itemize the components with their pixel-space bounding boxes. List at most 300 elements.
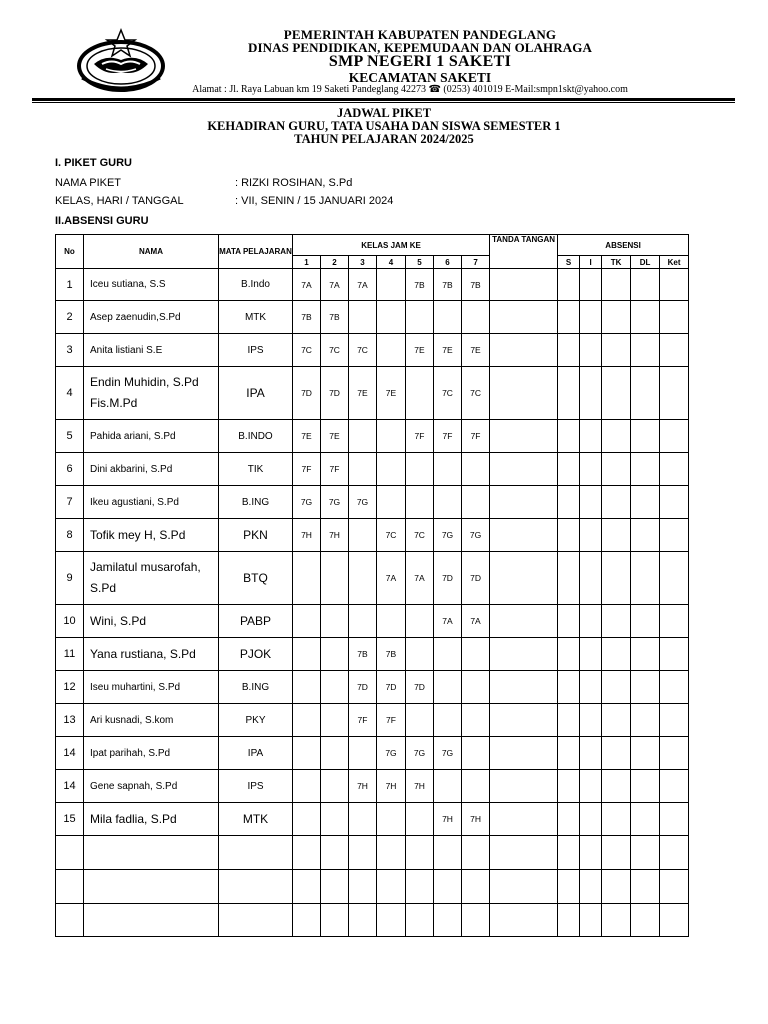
class-slot — [434, 770, 462, 803]
class-slot — [349, 870, 377, 904]
class-slot: 7B — [349, 638, 377, 671]
class-slot — [406, 704, 434, 737]
class-slot — [462, 704, 490, 737]
absensi-i — [580, 367, 602, 420]
signature-cell — [490, 334, 558, 367]
class-slot — [434, 836, 462, 870]
letterhead-government: PEMERINTAH KABUPATEN PANDEGLANG — [283, 27, 557, 42]
class-slot: 7E — [462, 334, 490, 367]
table-row — [56, 301, 689, 334]
class-slot — [293, 770, 321, 803]
absensi-dl — [631, 334, 660, 367]
absensi-s — [558, 770, 580, 803]
row-no: 7 — [56, 486, 84, 519]
subject: B.Indo — [219, 269, 293, 301]
class-slot — [349, 904, 377, 937]
row-no — [56, 904, 84, 937]
header-jam: 5 — [406, 256, 434, 269]
table-row — [56, 269, 689, 301]
absensi-ket — [660, 334, 689, 367]
absensi-tk — [602, 334, 631, 367]
row-no: 14 — [56, 737, 84, 770]
class-slot: 7B — [377, 638, 406, 671]
absensi-s — [558, 704, 580, 737]
absensi-s — [558, 904, 580, 937]
signature-cell — [490, 704, 558, 737]
absensi-i — [580, 486, 602, 519]
absensi-tk — [602, 904, 631, 937]
signature-cell — [490, 367, 558, 420]
class-slot: 7A — [406, 552, 434, 605]
class-slot: 7C — [406, 519, 434, 552]
nama-piket-value: : RIZKI ROSIHAN, S.Pd — [235, 177, 353, 189]
class-slot — [406, 904, 434, 937]
class-slot — [293, 803, 321, 836]
class-slot: 7E — [349, 367, 377, 420]
class-slot — [406, 453, 434, 486]
class-slot — [406, 836, 434, 870]
absensi-dl — [631, 803, 660, 836]
absensi-dl — [631, 420, 660, 453]
teacher-name: Asep zaenudin,S.Pd — [84, 301, 219, 334]
class-slot: 7C — [434, 367, 462, 420]
absensi-s — [558, 420, 580, 453]
class-slot — [406, 301, 434, 334]
absensi-dl — [631, 870, 660, 904]
absensi-dl — [631, 552, 660, 605]
signature-cell — [490, 269, 558, 301]
absensi-ket — [660, 605, 689, 638]
class-slot — [321, 671, 349, 704]
absensi-tk — [602, 367, 631, 420]
letterhead-divider-thin — [32, 102, 735, 103]
signature-cell — [490, 453, 558, 486]
class-slot: 7B — [434, 269, 462, 301]
absensi-ket — [660, 420, 689, 453]
class-slot: 7A — [349, 269, 377, 301]
class-slot — [321, 605, 349, 638]
absensi-i — [580, 519, 602, 552]
class-slot — [293, 704, 321, 737]
table-row — [56, 638, 689, 671]
class-slot: 7D — [462, 552, 490, 605]
absensi-ket — [660, 519, 689, 552]
signature-cell — [490, 420, 558, 453]
absensi-i — [580, 671, 602, 704]
absensi-s — [558, 453, 580, 486]
subject: MTK — [219, 803, 293, 836]
class-slot — [462, 737, 490, 770]
class-slot — [462, 453, 490, 486]
header-mata-pelajaran: MATA PELAJARAN — [219, 235, 293, 269]
class-slot — [321, 870, 349, 904]
class-slot — [377, 334, 406, 367]
absensi-s — [558, 605, 580, 638]
class-slot — [434, 870, 462, 904]
teacher-name: Wini, S.Pd — [84, 605, 219, 638]
absensi-tk — [602, 519, 631, 552]
class-slot — [349, 301, 377, 334]
absensi-dl — [631, 605, 660, 638]
row-no: 1 — [56, 269, 84, 301]
absensi-dl — [631, 367, 660, 420]
class-slot: 7C — [349, 334, 377, 367]
subject: BTQ — [219, 552, 293, 605]
absensi-i — [580, 904, 602, 937]
subject: IPA — [219, 737, 293, 770]
signature-cell — [490, 737, 558, 770]
absensi-i — [580, 803, 602, 836]
table-row — [56, 605, 689, 638]
subject: IPS — [219, 770, 293, 803]
class-slot — [462, 870, 490, 904]
absensi-tk — [602, 870, 631, 904]
table-row — [56, 836, 689, 870]
class-slot — [434, 904, 462, 937]
table-row — [56, 453, 689, 486]
absensi-dl — [631, 671, 660, 704]
section-piket-guru: I. PIKET GURU — [55, 157, 133, 169]
letterhead-department: DINAS PENDIDIKAN, KEPEMUDAAN DAN OLAHRAGA — [248, 40, 592, 55]
letterhead-school: SMP NEGERI 1 SAKETI — [328, 53, 512, 70]
subject: PKY — [219, 704, 293, 737]
absensi-tk — [602, 770, 631, 803]
absensi-ket — [660, 486, 689, 519]
class-slot — [321, 803, 349, 836]
signature-cell — [490, 904, 558, 937]
table-row — [56, 870, 689, 904]
row-no: 10 — [56, 605, 84, 638]
absensi-dl — [631, 704, 660, 737]
class-slot — [349, 737, 377, 770]
letterhead-divider-thick — [32, 98, 735, 101]
signature-cell — [490, 486, 558, 519]
class-slot: 7B — [462, 269, 490, 301]
row-no: 4 — [56, 367, 84, 420]
absensi-ket — [660, 836, 689, 870]
class-slot — [293, 904, 321, 937]
class-slot — [434, 638, 462, 671]
class-slot — [321, 904, 349, 937]
teacher-name: Ikeu agustiani, S.Pd — [84, 486, 219, 519]
subject: IPS — [219, 334, 293, 367]
class-slot — [406, 486, 434, 519]
absensi-s — [558, 334, 580, 367]
header-no: No — [56, 235, 84, 269]
absensi-i — [580, 836, 602, 870]
signature-cell — [490, 836, 558, 870]
doc-subtitle: KEHADIRAN GURU, TATA USAHA DAN SISWA SEMESTER 1 — [207, 119, 561, 133]
subject: TIK — [219, 453, 293, 486]
class-slot — [462, 638, 490, 671]
class-slot: 7G — [462, 519, 490, 552]
letterhead-district: KECAMATAN SAKETI — [348, 70, 492, 85]
absensi-s — [558, 367, 580, 420]
class-slot — [462, 486, 490, 519]
absensi-s — [558, 671, 580, 704]
class-slot: 7H — [293, 519, 321, 552]
class-slot: 7F — [434, 420, 462, 453]
class-slot: 7B — [293, 301, 321, 334]
absensi-ket — [660, 870, 689, 904]
table-row — [56, 334, 689, 367]
absensi-dl — [631, 301, 660, 334]
absensi-i — [580, 269, 602, 301]
doc-year: TAHUN PELAJARAN 2024/2025 — [294, 132, 474, 146]
class-slot: 7E — [293, 420, 321, 453]
absensi-i — [580, 737, 602, 770]
absensi-s — [558, 737, 580, 770]
signature-cell — [490, 770, 558, 803]
row-no: 14 — [56, 770, 84, 803]
absensi-ket — [660, 737, 689, 770]
absensi-tk — [602, 704, 631, 737]
teacher-name: Ari kusnadi, S.kom — [84, 704, 219, 737]
absensi-ket — [660, 770, 689, 803]
subject: MTK — [219, 301, 293, 334]
header-absensi-tk: TK — [602, 256, 631, 269]
letterhead — [0, 0, 768, 102]
absensi-ket — [660, 904, 689, 937]
class-slot: 7H — [321, 519, 349, 552]
signature-cell — [490, 870, 558, 904]
class-slot — [462, 770, 490, 803]
class-slot: 7G — [321, 486, 349, 519]
teacher-name — [84, 836, 219, 870]
absensi-tk — [602, 803, 631, 836]
class-slot — [349, 803, 377, 836]
teacher-name — [84, 904, 219, 937]
teacher-name: Jamilatul musarofah, S.Pd — [84, 552, 219, 605]
class-slot: 7H — [377, 770, 406, 803]
subject — [219, 836, 293, 870]
absensi-tk — [602, 638, 631, 671]
teacher-name: Endin Muhidin, S.Pd Fis.M.Pd — [84, 367, 219, 420]
absensi-s — [558, 870, 580, 904]
absensi-dl — [631, 737, 660, 770]
class-slot — [349, 836, 377, 870]
class-slot: 7C — [293, 334, 321, 367]
signature-cell — [490, 552, 558, 605]
class-slot — [293, 638, 321, 671]
class-slot: 7D — [349, 671, 377, 704]
signature-cell — [490, 671, 558, 704]
class-slot — [377, 269, 406, 301]
absensi-dl — [631, 269, 660, 301]
absensi-i — [580, 334, 602, 367]
class-slot — [349, 552, 377, 605]
teacher-name: Dini akbarini, S.Pd — [84, 453, 219, 486]
absensi-s — [558, 803, 580, 836]
kelas-hari-value: : VII, SENIN / 15 JANUARI 2024 — [235, 195, 394, 207]
class-slot — [349, 605, 377, 638]
header-absensi-ket: Ket — [660, 256, 689, 269]
class-slot: 7H — [434, 803, 462, 836]
class-slot — [377, 605, 406, 638]
nama-piket-label: NAMA PIKET — [55, 177, 122, 189]
absensi-tk — [602, 301, 631, 334]
kelas-hari-label: KELAS, HARI / TANGGAL — [55, 195, 184, 207]
absensi-i — [580, 638, 602, 671]
table-row — [56, 519, 689, 552]
header-jam: 6 — [434, 256, 462, 269]
header-nama: NAMA — [84, 235, 219, 269]
teacher-name: Anita listiani S.E — [84, 334, 219, 367]
class-slot — [321, 737, 349, 770]
absensi-ket — [660, 704, 689, 737]
subject: B.ING — [219, 486, 293, 519]
class-slot — [293, 671, 321, 704]
absensi-dl — [631, 486, 660, 519]
header-jam: 3 — [349, 256, 377, 269]
class-slot — [406, 638, 434, 671]
class-slot — [377, 870, 406, 904]
class-slot — [434, 704, 462, 737]
class-slot: 7F — [293, 453, 321, 486]
class-slot — [293, 870, 321, 904]
class-slot: 7G — [434, 519, 462, 552]
class-slot — [293, 605, 321, 638]
absensi-i — [580, 453, 602, 486]
absensi-tk — [602, 737, 631, 770]
header-jam: 4 — [377, 256, 406, 269]
class-slot — [434, 486, 462, 519]
signature-cell — [490, 605, 558, 638]
header-kelas-jam-ke: KELAS JAM KE — [293, 235, 490, 256]
class-slot: 7B — [321, 301, 349, 334]
teacher-name: Ipat parihah, S.Pd — [84, 737, 219, 770]
class-slot — [377, 486, 406, 519]
class-slot — [321, 770, 349, 803]
class-slot — [406, 803, 434, 836]
class-slot — [293, 836, 321, 870]
absensi-s — [558, 836, 580, 870]
absensi-tk — [602, 453, 631, 486]
table-row — [56, 737, 689, 770]
signature-cell — [490, 301, 558, 334]
class-slot: 7D — [434, 552, 462, 605]
class-slot — [462, 836, 490, 870]
subject: PABP — [219, 605, 293, 638]
class-slot — [377, 803, 406, 836]
class-slot: 7A — [321, 269, 349, 301]
class-slot: 7G — [349, 486, 377, 519]
subject: PKN — [219, 519, 293, 552]
absensi-i — [580, 704, 602, 737]
class-slot: 7A — [462, 605, 490, 638]
absensi-s — [558, 552, 580, 605]
class-slot — [462, 904, 490, 937]
table-row — [56, 803, 689, 836]
class-slot: 7D — [406, 671, 434, 704]
row-no: 2 — [56, 301, 84, 334]
subject: IPA — [219, 367, 293, 420]
row-no: 5 — [56, 420, 84, 453]
class-slot: 7G — [377, 737, 406, 770]
class-slot: 7C — [462, 367, 490, 420]
absensi-ket — [660, 552, 689, 605]
class-slot: 7F — [377, 704, 406, 737]
table-row — [56, 367, 689, 420]
absensi-ket — [660, 638, 689, 671]
table-row — [56, 420, 689, 453]
class-slot: 7C — [377, 519, 406, 552]
teacher-name: Yana rustiana, S.Pd — [84, 638, 219, 671]
class-slot — [462, 301, 490, 334]
absensi-tk — [602, 486, 631, 519]
row-no: 8 — [56, 519, 84, 552]
absensi-tk — [602, 836, 631, 870]
header-absensi-i: I — [580, 256, 602, 269]
class-slot — [349, 453, 377, 486]
absensi-tk — [602, 420, 631, 453]
class-slot: 7F — [406, 420, 434, 453]
attendance-table — [55, 234, 689, 937]
absensi-ket — [660, 269, 689, 301]
absensi-ket — [660, 367, 689, 420]
absensi-dl — [631, 519, 660, 552]
class-slot: 7A — [293, 269, 321, 301]
class-slot — [377, 904, 406, 937]
header-absensi: ABSENSI — [558, 235, 689, 256]
row-no: 13 — [56, 704, 84, 737]
class-slot: 7A — [377, 552, 406, 605]
teacher-name: Iceu sutiana, S.S — [84, 269, 219, 301]
table-row — [56, 904, 689, 937]
header-tanda-tangan: TANDA TANGAN — [490, 235, 558, 269]
absensi-dl — [631, 453, 660, 486]
class-slot: 7D — [377, 671, 406, 704]
teacher-name: Mila fadlia, S.Pd — [84, 803, 219, 836]
absensi-i — [580, 770, 602, 803]
subject: B.INDO — [219, 420, 293, 453]
class-slot — [321, 552, 349, 605]
header-jam: 2 — [321, 256, 349, 269]
class-slot: 7C — [321, 334, 349, 367]
class-slot — [321, 704, 349, 737]
class-slot: 7F — [349, 704, 377, 737]
class-slot — [434, 671, 462, 704]
row-no: 6 — [56, 453, 84, 486]
header-absensi-dl: DL — [631, 256, 660, 269]
class-slot: 7F — [321, 453, 349, 486]
signature-cell — [490, 519, 558, 552]
class-slot: 7H — [349, 770, 377, 803]
absensi-ket — [660, 301, 689, 334]
class-slot: 7H — [462, 803, 490, 836]
teacher-name: Pahida ariani, S.Pd — [84, 420, 219, 453]
header-absensi-s: S — [558, 256, 580, 269]
subject — [219, 870, 293, 904]
teacher-name: Iseu muhartini, S.Pd — [84, 671, 219, 704]
absensi-i — [580, 301, 602, 334]
absensi-s — [558, 638, 580, 671]
table-body — [56, 269, 689, 937]
class-slot: 7E — [377, 367, 406, 420]
absensi-dl — [631, 904, 660, 937]
table-row — [56, 671, 689, 704]
class-slot — [377, 301, 406, 334]
signature-cell — [490, 803, 558, 836]
table-row — [56, 552, 689, 605]
teacher-name: Tofik mey H, S.Pd — [84, 519, 219, 552]
class-slot: 7H — [406, 770, 434, 803]
table-header-row — [56, 235, 689, 256]
row-no — [56, 836, 84, 870]
absensi-tk — [602, 605, 631, 638]
row-no: 9 — [56, 552, 84, 605]
class-slot: 7G — [434, 737, 462, 770]
